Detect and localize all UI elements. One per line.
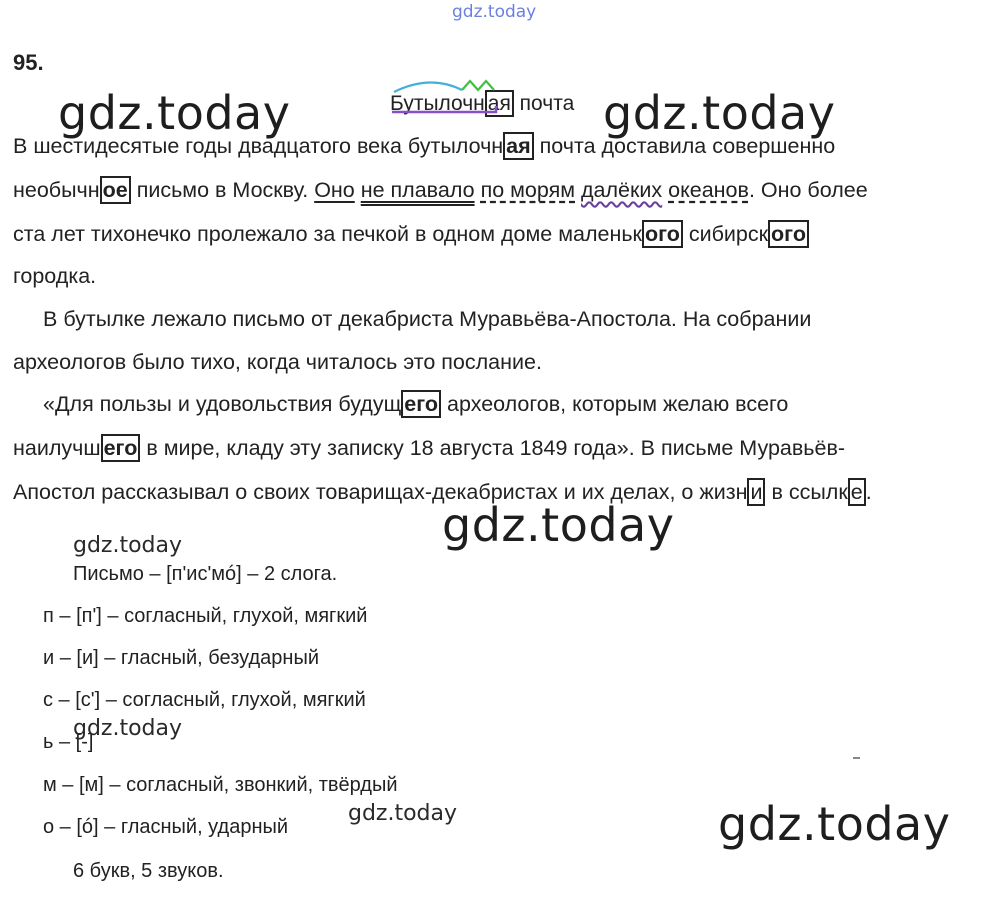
text-span: сибирск [682,222,769,246]
ending-box: ое [100,176,131,204]
ending-box: ая [503,132,534,160]
phonetic-row: п – [п'] – согласный, глухой, мягкий [43,605,368,627]
predicate-word: не плавало [360,178,475,202]
text-line-2 [13,176,977,204]
title-stem: Бутылочн [390,92,485,115]
phonetic-row: с – [с'] – согласный, глухой, мягкий [43,689,366,711]
phonetic-row: м – [м] – согласный, звонкий, твёрдый [43,774,398,796]
watermark: gdz.today [58,86,291,140]
watermark-top: gdz.today [452,2,537,22]
root-arc-icon [390,76,502,116]
ending-box: его [101,434,141,462]
adverbial-word: по морям [480,178,576,202]
watermark: gdz.today [442,498,675,552]
text-span: необычн [13,178,100,202]
text-line-5: В бутылке лежало письмо от декабриста Муравьёва-Апостола. На собрании [43,307,812,331]
text-span: почта доставила совершенно [533,134,836,158]
phonetic-row: ь – [-] [43,731,94,753]
text-span: «Для пользы и удовольствия будущ [43,392,402,416]
stray-mark [853,757,860,759]
attribute-word: далёких [581,178,663,202]
text-line-4: городка. [13,264,97,288]
text-span: в мире, кладу эту записку 18 августа 1849 года». В письме Муравьёв- [140,436,846,460]
ending-box: его [401,390,441,418]
phonetic-row: о – [ó] – гласный, ударный [43,816,289,838]
ending-box: ого [642,220,683,248]
ending-box: и [747,478,765,506]
text-span: . Оно более [748,178,868,202]
text-span: В шестидесятые годы двадцатого века бутылочн [13,134,504,158]
watermark: gdz.today [718,797,951,851]
title-rest: почта [513,92,575,115]
text-line-3 [13,220,977,248]
text-line-6: археологов было тихо, когда читалось это послание. [13,350,542,374]
exercise-number: 95. [13,50,44,75]
ending-box: е [848,478,866,506]
phonetic-row: и – [и] – гласный, безударный [43,647,319,669]
text-line-7 [43,390,977,418]
text-span: письмо в Москву. [130,178,315,202]
watermark: gdz.today [603,86,836,140]
text-span: ста лет тихонечко пролежало за печкой в одном доме маленьк [13,222,642,246]
title-ending: ая [485,90,514,117]
adverbial-word: океанов [668,178,749,202]
watermark: gdz.today [73,716,183,741]
ending-box: ого [768,220,809,248]
text-line-8 [13,434,977,462]
watermark: gdz.today [73,533,183,558]
text-span: . [865,480,872,504]
phonetic-header: Письмо – [п'ис'мó] – 2 слога. [73,563,338,585]
text-title [390,92,574,116]
text-span: в ссылк [765,480,848,504]
text-span: археологов, которым желаю всего [441,392,789,416]
text-span: наилучш [13,436,101,460]
phonetic-summary: 6 букв, 5 звуков. [73,860,224,882]
text-span: Апостол рассказывал о своих товарищах-декабристах и их делах, о жизн [13,480,748,504]
watermark: gdz.today [348,801,458,826]
subject-word: Оно [314,178,355,202]
